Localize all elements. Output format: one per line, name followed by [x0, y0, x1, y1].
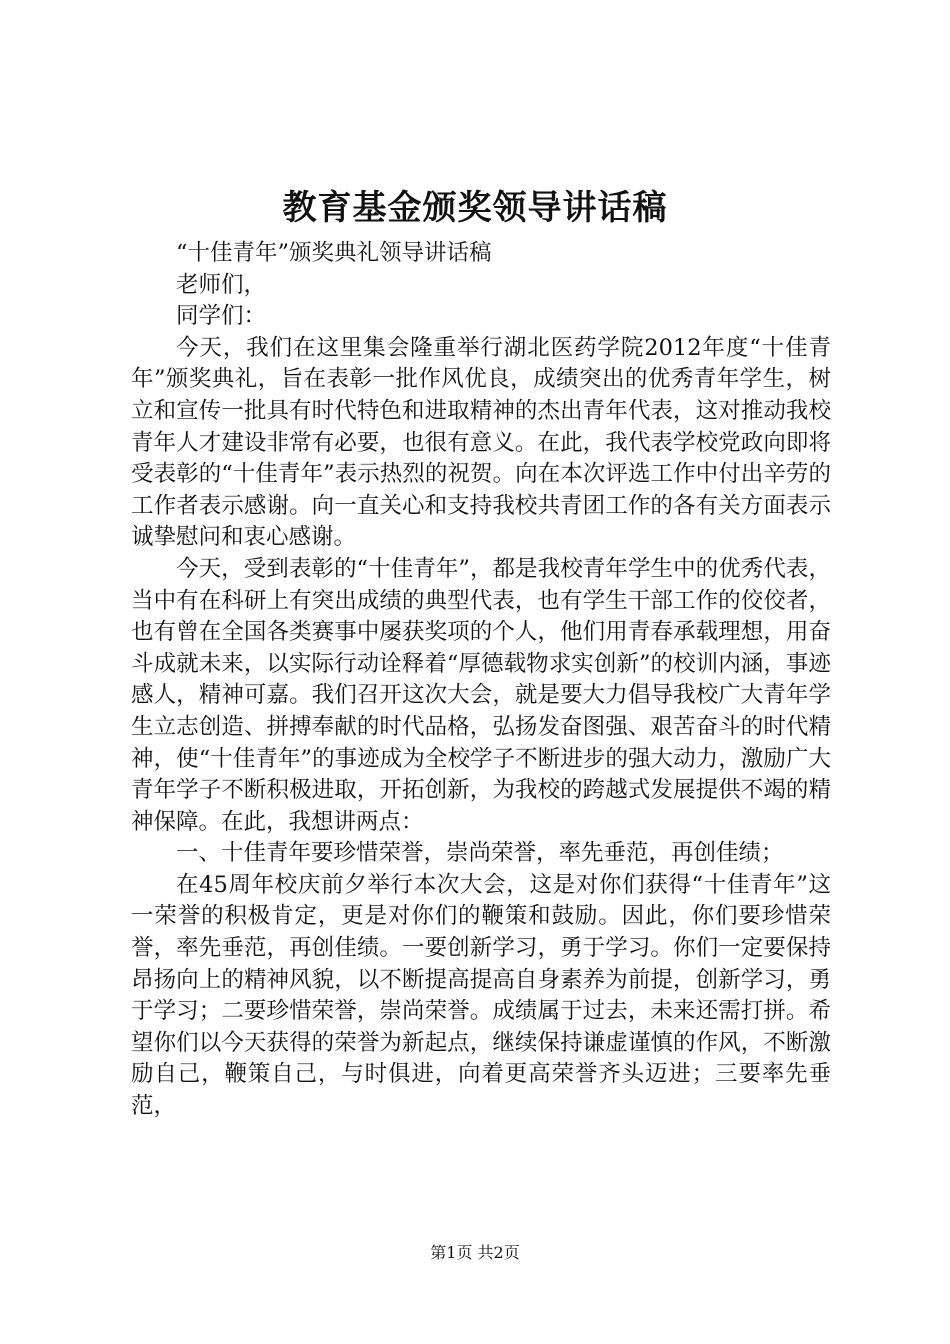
document-title: 教育基金颁奖领导讲话稿	[282, 188, 668, 228]
body-paragraph: 今天，我们在这里集会隆重举行湖北医药学院2012年度“十佳青年”颁奖典礼，旨在表彰一批作风优良，成绩突出的优秀青年学生，树立和宣传一批具有时代特色和进取精神的杰出青年代表，这对推动我校青年人才建设非常有必要，也很有意义。在此，我代表学校党政向即将受表彰的“十佳青年”表示热烈的祝贺。向在本次评选工作中付出辛劳的工作者表示感谢。向一直关心和支持我校共青团工作的各有关方面表示诚挚慰问和衷心感谢。	[131, 334, 831, 551]
salutation-students: 同学们：	[176, 303, 267, 330]
page-footer: 第1页 共2页	[430, 1243, 520, 1262]
section-heading: 一、十佳青年要珍惜荣誉，崇尚荣誉，率先垂范，再创佳绩；	[176, 840, 784, 867]
subtitle-paragraph: “十佳青年”颁奖典礼领导讲话稿	[176, 240, 492, 266]
body-paragraph: 在45周年校庆前夕举行本次大会，这是对你们获得“十佳青年”这一荣誉的积极肯定，更是对你们的鞭策和鼓励。因此，你们要珍惜荣誉，率先垂范，再创佳绩。一要创新学习，勇于学习。你们一定要保持昂扬向上的精神风貌，以不断提高提高自身素养为前提，创新学习，勇于学习；二要珍惜荣誉，崇尚荣誉。成绩属于过去，未来还需打拼。希望你们以今天获得的荣誉为新起点，继续保持谦虚谨慎的作风，不断激励自己，鞭策自己，与时俱进，向着更高荣誉齐头迈进；三要率先垂范，	[131, 871, 831, 1120]
salutation-teachers: 老师们，	[176, 271, 267, 298]
document-body	[131, 238, 831, 1123]
body-paragraph: 今天，受到表彰的“十佳青年”，都是我校青年学生中的优秀代表，当中有在科研上有突出成绩的典型代表，也有学生干部工作的佼佼者，也有曾在全国各类赛事中屡获奖项的个人，他们用青春承载理想，用奋斗成就未来，以实际行动诠释着“厚德载物求实创新”的校训内涵，事迹感人，精神可嘉。我们召开这次大会，就是要大力倡导我校广大青年学生立志创造、拼搏奉献的时代品格，弘扬发奋图强、艰苦奋斗的时代精神，使“十佳青年”的事迹成为全校学子不断进步的强大动力，激励广大青年学子不断积极进取，开拓创新，为我校的跨越式发展提供不竭的精神保障。在此，我想讲两点：	[131, 555, 831, 835]
